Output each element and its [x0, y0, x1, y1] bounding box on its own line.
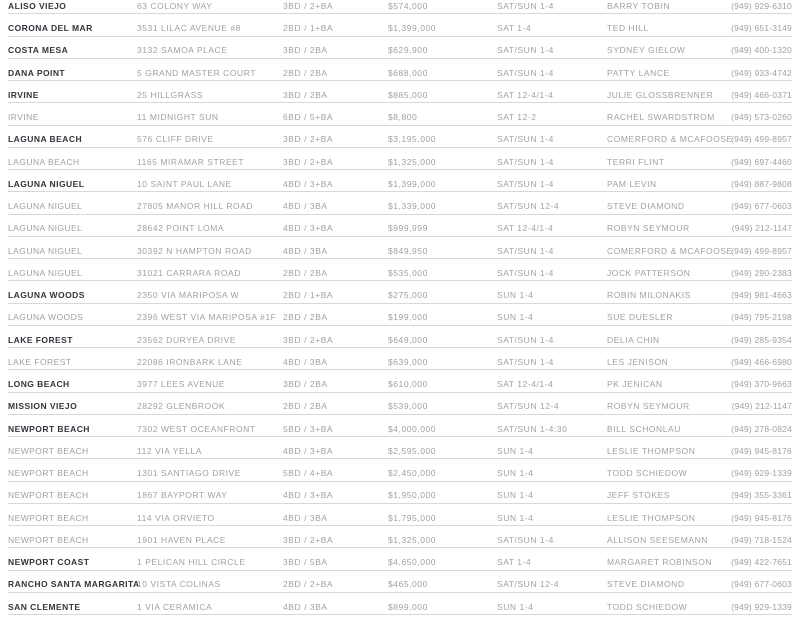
listing-address: 1867 BAYPORT WAY	[137, 490, 228, 501]
listing-price: $688,000	[388, 67, 428, 78]
listing-agent: TODD SCHIEDOW	[607, 468, 688, 479]
listing-address: 1 VIA CERAMICA	[137, 601, 213, 612]
listing-city: LAGUNA BEACH	[8, 156, 80, 167]
listing-open-house: SUN 1-4	[497, 290, 534, 301]
listing-beds-baths: 2BD / 1+BA	[283, 290, 334, 301]
listing-price: $2,450,000	[388, 468, 437, 479]
listing-row	[8, 259, 792, 281]
listing-beds-baths: 3BD / 2+BA	[283, 534, 334, 545]
listing-beds-baths: 3BD / 2BA	[283, 379, 328, 390]
listing-row	[8, 326, 792, 348]
listing-open-house: SAT/SUN 12-4	[497, 579, 560, 590]
listing-city: LAGUNA NIGUEL	[8, 245, 83, 256]
listing-row	[8, 192, 792, 214]
listing-address: 1301 SANTIAGO DRIVE	[137, 468, 241, 479]
listing-city: NEWPORT BEACH	[8, 490, 89, 501]
listing-phone: (949) 400-1320	[731, 45, 792, 56]
listing-row	[8, 415, 792, 437]
listing-city: LONG BEACH	[8, 379, 70, 390]
listing-agent: PAM LEVIN	[607, 178, 657, 189]
listing-price: $1,325,000	[388, 534, 437, 545]
listing-city: CORONA DEL MAR	[8, 23, 93, 34]
listing-row	[8, 237, 792, 259]
listing-agent: COMERFORD & MCAFOOSE	[607, 134, 733, 145]
listing-phone: (949) 422-7651	[731, 557, 792, 568]
listing-open-house: SAT/SUN 1-4	[497, 45, 554, 56]
listing-price: $199,000	[388, 312, 428, 323]
listing-row	[8, 548, 792, 570]
listing-phone: (949) 795-2198	[731, 312, 792, 323]
listing-open-house: SAT 1-4	[497, 23, 532, 34]
listing-open-house: SAT/SUN 1-4	[497, 156, 554, 167]
listing-city: NEWPORT BEACH	[8, 468, 89, 479]
listing-city: IRVINE	[8, 89, 39, 100]
listing-city: NEWPORT COAST	[8, 557, 90, 568]
listing-beds-baths: 5BD / 4+BA	[283, 468, 334, 479]
listing-beds-baths: 6BD / 5+BA	[283, 112, 334, 123]
listing-agent: LESLIE THOMPSON	[607, 445, 696, 456]
listing-price: $1,399,000	[388, 178, 437, 189]
listing-city: DANA POINT	[8, 67, 66, 78]
listing-open-house: SUN 1-4	[497, 312, 534, 323]
listing-row	[8, 393, 792, 415]
listing-phone: (949) 933-4742	[731, 67, 792, 78]
listing-beds-baths: 4BD / 3BA	[283, 201, 328, 212]
listing-beds-baths: 3BD / 2BA	[283, 89, 328, 100]
listing-address: 11 MIDNIGHT SUN	[137, 112, 219, 123]
listing-price: $1,339,000	[388, 201, 437, 212]
listing-agent: BARRY TOBIN	[607, 0, 671, 11]
listing-address: 2396 WEST VIA MARIPOSA #1F	[137, 312, 277, 323]
listing-city: COSTA MESA	[8, 45, 69, 56]
listing-open-house: SAT/SUN 1-4	[497, 267, 554, 278]
listing-city: LAGUNA WOODS	[8, 290, 85, 301]
listing-phone: (949) 278-0824	[731, 423, 792, 434]
listing-price: $275,000	[388, 290, 428, 301]
listing-city: LAGUNA NIGUEL	[8, 223, 83, 234]
listing-open-house: SUN 1-4	[497, 490, 534, 501]
listing-price: $649,000	[388, 334, 428, 345]
listing-city: LAGUNA BEACH	[8, 134, 83, 145]
listing-open-house: SAT 12-4/1-4	[497, 223, 554, 234]
listing-city: NEWPORT BEACH	[8, 512, 89, 523]
listing-address: 5 GRAND MASTER COURT	[137, 67, 256, 78]
listing-agent: SUE DUESLER	[607, 312, 674, 323]
listing-city: LAGUNA NIGUEL	[8, 267, 83, 278]
listing-open-house: SAT 12-4/1-4	[497, 89, 554, 100]
listing-open-house: SUN 1-4	[497, 601, 534, 612]
listing-address: 576 CLIFF DRIVE	[137, 134, 214, 145]
listing-row	[8, 148, 792, 170]
listing-open-house: SAT/SUN 1-4	[497, 134, 554, 145]
listing-phone: (949) 929-1339	[731, 468, 792, 479]
listing-agent: PK JENICAN	[607, 379, 663, 390]
listing-agent: SYDNEY GIELOW	[607, 45, 686, 56]
listing-address: 31021 CARRARA ROAD	[137, 267, 241, 278]
listing-address: 28292 GLENBROOK	[137, 401, 226, 412]
listing-open-house: SAT/SUN 12-4	[497, 401, 560, 412]
listing-row	[8, 504, 792, 526]
listing-open-house: SAT/SUN 12-4	[497, 201, 560, 212]
listing-city: LAKE FOREST	[8, 334, 73, 345]
listing-phone: (949) 945-8176	[731, 445, 792, 456]
listing-price: $8,800	[388, 112, 418, 123]
listing-open-house: SUN 1-4	[497, 468, 534, 479]
listing-address: 28642 POINT LOMA	[137, 223, 225, 234]
listing-open-house: SAT 1-4	[497, 557, 532, 568]
listing-price: $1,795,000	[388, 512, 437, 523]
listing-price: $629,900	[388, 45, 428, 56]
listing-city: ALISO VIEJO	[8, 0, 67, 11]
listing-beds-baths: 4BD / 3+BA	[283, 490, 334, 501]
listing-agent: TERRI FLINT	[607, 156, 665, 167]
listing-row	[8, 304, 792, 326]
listing-address: 3132 SAMOA PLACE	[137, 45, 228, 56]
listing-beds-baths: 4BD / 3+BA	[283, 223, 334, 234]
listing-city: NEWPORT BEACH	[8, 423, 90, 434]
listing-beds-baths: 4BD / 3BA	[283, 512, 328, 523]
listing-open-house: SAT/SUN 1-4	[497, 178, 554, 189]
listing-price: $1,399,000	[388, 23, 437, 34]
listing-price: $574,000	[388, 0, 428, 11]
listing-row	[8, 103, 792, 125]
listing-city: LAGUNA NIGUEL	[8, 201, 83, 212]
listing-beds-baths: 3BD / 2+BA	[283, 134, 334, 145]
listing-city: RANCHO SANTA MARGARITA	[8, 579, 140, 590]
listing-beds-baths: 3BD / 2+BA	[283, 334, 334, 345]
listing-row	[8, 348, 792, 370]
listing-agent: MARGARET ROBINSON	[607, 557, 713, 568]
listing-price: $849,950	[388, 245, 428, 256]
listing-row	[8, 37, 792, 59]
listing-beds-baths: 3BD / 2+BA	[283, 156, 334, 167]
listing-agent: JULIE GLOSSBRENNER	[607, 89, 714, 100]
listing-open-house: SAT/SUN 1-4	[497, 356, 554, 367]
listing-row	[8, 215, 792, 237]
listing-price: $4,650,000	[388, 557, 437, 568]
listing-agent: COMERFORD & MCAFOOSE	[607, 245, 733, 256]
listing-agent: ROBYN SEYMOUR	[607, 401, 690, 412]
listing-row	[8, 370, 792, 392]
listing-agent: ROBIN MILONAKIS	[607, 290, 691, 301]
listing-address: 3977 LEES AVENUE	[137, 379, 226, 390]
listing-city: MISSION VIEJO	[8, 401, 78, 412]
listing-agent: STEVE DIAMOND	[607, 579, 685, 590]
listing-address: 22086 IRONBARK LANE	[137, 356, 243, 367]
listing-address: 7302 WEST OCEANFRONT	[137, 423, 256, 434]
listing-address: 1165 MIRAMAR STREET	[137, 156, 245, 167]
listing-agent: ROBYN SEYMOUR	[607, 223, 690, 234]
listing-address: 30392 N HAMPTON ROAD	[137, 245, 252, 256]
listing-row	[8, 81, 792, 103]
listing-phone: (949) 355-3361	[731, 490, 792, 501]
listing-address: 63 COLONY WAY	[137, 0, 213, 11]
listing-address: 1 PELICAN HILL CIRCLE	[137, 557, 246, 568]
listing-price: $465,000	[388, 579, 428, 590]
listing-city: IRVINE	[8, 112, 39, 123]
listing-address: 3531 LILAC AVENUE #8	[137, 23, 241, 34]
listing-open-house: SAT/SUN 1-4	[497, 245, 554, 256]
listing-row	[8, 126, 792, 148]
listing-phone: (949) 212-1147	[731, 223, 792, 234]
listing-phone: (949) 285-9354	[731, 334, 792, 345]
listing-phone: (949) 677-0603	[731, 579, 792, 590]
listing-row	[8, 459, 792, 481]
listing-beds-baths: 4BD / 3+BA	[283, 445, 334, 456]
listing-agent: LESLIE THOMPSON	[607, 512, 696, 523]
listing-city: LAKE FOREST	[8, 356, 72, 367]
listing-address: 23562 DURYEA DRIVE	[137, 334, 237, 345]
listing-price: $3,195,000	[388, 134, 437, 145]
listing-city: LAGUNA WOODS	[8, 312, 84, 323]
listing-beds-baths: 3BD / 2BA	[283, 45, 328, 56]
listing-phone: (949) 981-4663	[731, 290, 792, 301]
listing-agent: JEFF STOKES	[607, 490, 671, 501]
listing-beds-baths: 3BD / 2+BA	[283, 0, 334, 11]
listing-agent: DELIA CHIN	[607, 334, 660, 345]
listing-price: $4,000,000	[388, 423, 437, 434]
listing-beds-baths: 2BD / 2BA	[283, 312, 328, 323]
listing-open-house: SAT/SUN 1-4	[497, 534, 554, 545]
listing-phone: (949) 466-0371	[731, 89, 792, 100]
listing-beds-baths: 4BD / 3BA	[283, 601, 328, 612]
listing-row	[8, 482, 792, 504]
listing-price: $1,950,000	[388, 490, 437, 501]
listing-row	[8, 59, 792, 81]
listing-open-house: SAT/SUN 1-4	[497, 67, 554, 78]
listing-phone: (949) 718-1524	[731, 534, 792, 545]
listing-row	[8, 14, 792, 36]
listing-city: LAGUNA NIGUEL	[8, 178, 85, 189]
listing-price: $539,000	[388, 401, 428, 412]
listing-open-house: SAT/SUN 1-4	[497, 334, 554, 345]
listing-agent: ALLISON SEESEMANN	[607, 534, 708, 545]
listing-row	[8, 437, 792, 459]
listing-phone: (949) 929-1339	[731, 601, 792, 612]
listing-address: 1901 HAVEN PLACE	[137, 534, 226, 545]
listing-beds-baths: 4BD / 3+BA	[283, 178, 334, 189]
listing-address: 27805 MANOR HILL ROAD	[137, 201, 254, 212]
listing-phone: (949) 573-0260	[731, 112, 792, 123]
listing-row	[8, 281, 792, 303]
listing-row	[8, 0, 792, 14]
listing-beds-baths: 2BD / 2BA	[283, 401, 328, 412]
listing-beds-baths: 4BD / 3BA	[283, 356, 328, 367]
listing-beds-baths: 2BD / 2BA	[283, 67, 328, 78]
listing-phone: (949) 466-6980	[731, 356, 792, 367]
listing-phone: (949) 212-1147	[731, 401, 792, 412]
listing-price: $2,595,000	[388, 445, 437, 456]
listing-agent: TED HILL	[607, 23, 649, 34]
listing-city: NEWPORT BEACH	[8, 534, 89, 545]
listing-address: 114 VIA ORVIETO	[137, 512, 215, 523]
listing-open-house: SUN 1-4	[497, 512, 534, 523]
listing-phone: (949) 499-8957	[731, 245, 792, 256]
listing-address: 2350 VIA MARIPOSA W	[137, 290, 240, 301]
listing-beds-baths: 5BD / 3+BA	[283, 423, 334, 434]
listing-phone: (949) 887-9808	[731, 178, 792, 189]
listing-address: 10 VISTA COLINAS	[137, 579, 221, 590]
listing-phone: (949) 929-6310	[731, 0, 792, 11]
listing-row	[8, 170, 792, 192]
listing-beds-baths: 2BD / 2BA	[283, 267, 328, 278]
listing-phone: (949) 370-9663	[731, 379, 792, 390]
listing-agent: LES JENISON	[607, 356, 669, 367]
listing-row	[8, 526, 792, 548]
listing-agent: STEVE DIAMOND	[607, 201, 685, 212]
listing-open-house: SUN 1-4	[497, 445, 534, 456]
listing-open-house: SAT/SUN 1-4	[497, 0, 554, 11]
listing-agent: TODD SCHIEDOW	[607, 601, 688, 612]
listing-phone: (949) 697-4460	[731, 156, 792, 167]
listing-phone: (949) 499-8957	[731, 134, 792, 145]
listing-open-house: SAT 12-2	[497, 112, 537, 123]
listing-city: NEWPORT BEACH	[8, 445, 89, 456]
listing-address: 10 SAINT PAUL LANE	[137, 178, 232, 189]
listing-price: $999,999	[388, 223, 428, 234]
listing-phone: (949) 290-2383	[731, 267, 792, 278]
listing-open-house: SAT 12-4/1-4	[497, 379, 554, 390]
listing-price: $535,000	[388, 267, 428, 278]
listing-beds-baths: 3BD / 5BA	[283, 557, 328, 568]
listing-row	[8, 593, 792, 615]
listing-beds-baths: 2BD / 2+BA	[283, 579, 334, 590]
listing-beds-baths: 4BD / 3BA	[283, 245, 328, 256]
listing-agent: PATTY LANCE	[607, 67, 670, 78]
listing-address: 112 VIA YELLA	[137, 445, 202, 456]
listing-agent: BILL SCHONLAU	[607, 423, 681, 434]
listing-open-house: SAT/SUN 1-4:30	[497, 423, 568, 434]
listing-address: 25 HILLGRASS	[137, 89, 204, 100]
listing-agent: JOCK PATTERSON	[607, 267, 691, 278]
listing-price: $639,000	[388, 356, 428, 367]
listing-price: $610,000	[388, 379, 428, 390]
listing-phone: (949) 945-8176	[731, 512, 792, 523]
listing-price: $1,325,000	[388, 156, 437, 167]
listing-phone: (949) 651-3149	[731, 23, 792, 34]
listing-city: SAN CLEMENTE	[8, 601, 81, 612]
listing-row	[8, 571, 792, 593]
listing-price: $899,000	[388, 601, 428, 612]
listing-agent: RACHEL SWARDSTROM	[607, 112, 715, 123]
listing-phone: (949) 677-0603	[731, 201, 792, 212]
listing-price: $885,000	[388, 89, 428, 100]
listing-beds-baths: 2BD / 1+BA	[283, 23, 334, 34]
